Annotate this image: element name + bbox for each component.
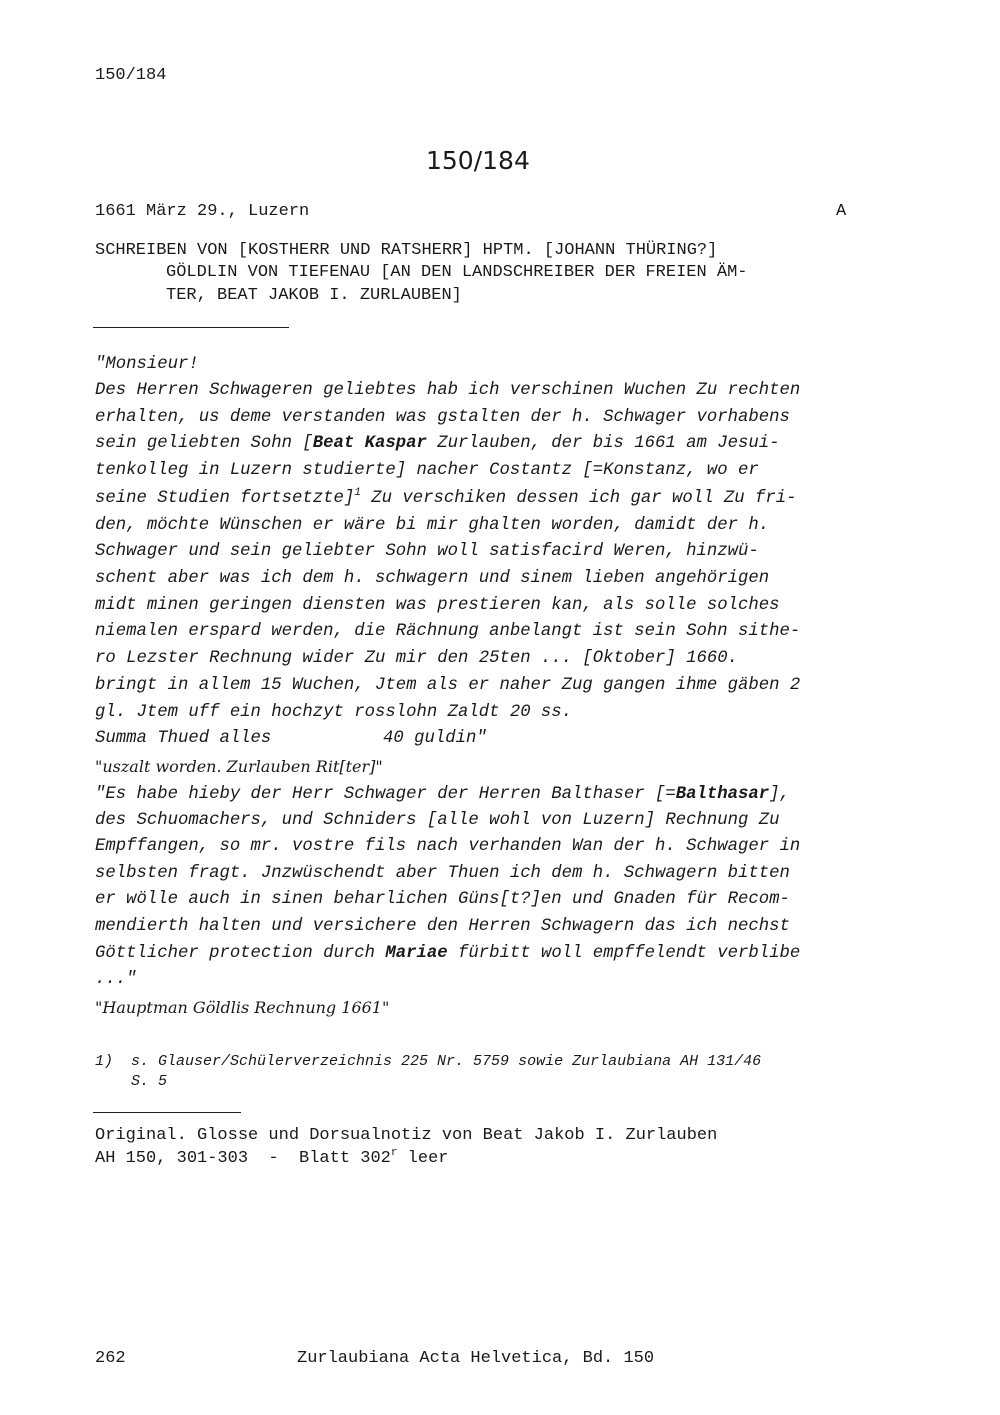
letter-line xyxy=(95,434,779,453)
title-line: TER, BEAT JAKOB I. ZURLAUBEN] xyxy=(166,286,462,305)
handwritten-note: "Hauptman Göldlis Rechnung 1661" xyxy=(95,998,390,1017)
letter-line: tenkolleg in Luzern studierte] nacher Costantz [=Konstanz, wo er xyxy=(95,461,759,480)
letter-line: Schwager und sein geliebter Sohn woll satisfacird Weren, hinzwü- xyxy=(95,542,759,561)
footnote-text: s. Glauser/Schülerverzeichnis 225 Nr. 5759 sowie Zurlaubiana AH 131/46 xyxy=(131,1053,762,1070)
letter-line: erhalten, us deme verstanden was gstalten der h. Schwager vorhabens xyxy=(95,408,790,427)
text-run: Zu verschiken dessen ich gar woll Zu fri- xyxy=(360,489,797,508)
text-run: AH 150, 301-303 - Blatt 302 xyxy=(95,1149,391,1168)
footnote-text: S. 5 xyxy=(131,1073,168,1090)
page-number: 262 xyxy=(95,1349,126,1368)
summa-label: Summa Thued alles xyxy=(95,729,272,748)
letter-line: "Monsieur! xyxy=(95,355,199,374)
letter-line xyxy=(95,785,790,804)
handwritten-note: "uszalt worden. Zurlauben Rit[ter]" xyxy=(95,757,383,776)
letter-line: ..." xyxy=(95,970,137,989)
footnote-number: 1) xyxy=(95,1053,114,1070)
letter-line: den, möchte Wünschen er wäre bi mir ghalten worden, damidt der h. xyxy=(95,516,770,535)
title-line: SCHREIBEN VON [KOSTHERR UND RATSHERR] HPTM. [JOHANN THÜRING?] xyxy=(95,241,718,260)
letter-line: selbsten fragt. Jnzwüschendt aber Thuen ich dem h. Schwagern bitten xyxy=(95,864,790,883)
text-run: "Es habe hieby der Herr Schwager der Herren Balthaser [= xyxy=(95,785,676,804)
footnote-ref: 1 xyxy=(354,487,361,499)
summa-amount: 40 guldin" xyxy=(383,729,487,748)
person-name-bold: Balthasar xyxy=(675,785,770,804)
text-run: ], xyxy=(769,785,790,804)
letter-line: er wölle auch in sinen beharlichen Güns[t?]en und Gnaden für Recom- xyxy=(95,890,790,909)
text-run: fürbitt woll empffelendt verblibe xyxy=(447,944,801,963)
letter-line: gl. Jtem uff ein hochzyt rosslohn Zaldt 20 ss. xyxy=(95,703,573,722)
letter-line: bringt in allem 15 Wuchen, Jtem als er naher Zug gangen ihme gäben 2 xyxy=(95,676,801,695)
text-run: Zurlauben, der bis 1661 am Jesui- xyxy=(426,434,780,453)
superscript: r xyxy=(390,1147,398,1159)
date-place: 1661 März 29., Luzern xyxy=(95,202,310,221)
document-number: 150/184 xyxy=(426,146,530,175)
running-header-id: 150/184 xyxy=(95,66,167,85)
person-name-bold: Mariae xyxy=(385,944,448,963)
text-run: sein geliebten Sohn [ xyxy=(95,434,313,453)
letter-line: midt minen geringen diensten was prestieren kan, als solle solches xyxy=(95,596,780,615)
letter-line: ro Lezster Rechnung wider Zu mir den 25ten ... [Oktober] 1660. xyxy=(95,649,738,668)
person-name-bold: Beat Kaspar xyxy=(312,434,427,453)
letter-line xyxy=(95,944,800,963)
text-run: Göttlicher protection durch xyxy=(95,944,386,963)
title-line: GÖLDLIN VON TIEFENAU [AN DEN LANDSCHREIBER DER FREIEN ÄM- xyxy=(166,263,748,282)
letter-line: mendierth halten und versichere den Herren Schwagern das ich nechst xyxy=(95,917,790,936)
document-type: A xyxy=(836,202,847,221)
letter-line: Empffangen, so mr. vostre fils nach verhanden Wan der h. Schwager in xyxy=(95,837,801,856)
letter-line: Des Herren Schwageren geliebtes hab ich verschinen Wuchen Zu rechten xyxy=(95,381,801,400)
text-run: leer xyxy=(397,1149,449,1168)
text-run: seine Studien fortsetzte] xyxy=(95,489,355,508)
letter-line: des Schuomachers, und Schniders [alle wohl von Luzern] Rechnung Zu xyxy=(95,811,780,830)
source-line xyxy=(95,1149,448,1168)
source-line: Original. Glosse und Dorsualnotiz von Beat Jakob I. Zurlauben xyxy=(95,1126,718,1145)
footnote-divider xyxy=(93,1112,241,1113)
letter-line: niemalen erspard werden, die Rächnung anbelangt ist sein Sohn sithe- xyxy=(95,622,801,641)
letter-line xyxy=(95,489,796,508)
series-title: Zurlaubiana Acta Helvetica, Bd. 150 xyxy=(297,1349,655,1368)
letter-line: schent aber was ich dem h. schwagern und sinem lieben angehörigen xyxy=(95,569,770,588)
title-divider xyxy=(93,327,289,328)
